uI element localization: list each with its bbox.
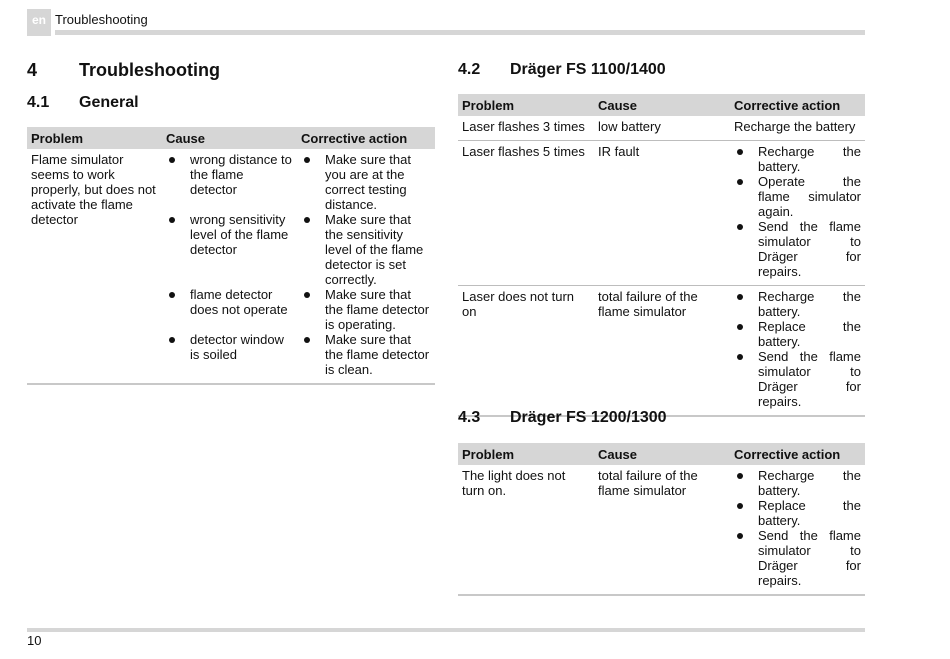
- action-item: Replace the battery.: [734, 498, 861, 528]
- column-header-problem: Problem: [27, 127, 162, 149]
- column-header-action: Corrective action: [730, 94, 865, 116]
- section-number: 4: [27, 60, 38, 80]
- action-item: Make sure that the flame detector is operating.: [301, 287, 431, 332]
- action-item: Recharge the battery.: [734, 468, 861, 498]
- column-header-cause: Cause: [162, 127, 297, 149]
- fs1100-table: [458, 94, 865, 417]
- page-number: 10: [27, 633, 42, 648]
- problem-cell: Flame simulator seems to work properly, but does not activate the flame detector: [31, 152, 156, 227]
- cause-cell: IR fault: [598, 144, 640, 159]
- table-row: [458, 286, 865, 417]
- cause-cell: total failure of the flame simulator: [598, 289, 698, 319]
- table-row: [27, 149, 435, 384]
- action-item: Make sure that the sensitivity level of the flame detector is set correctly.: [301, 212, 431, 287]
- general-title: General: [79, 94, 139, 111]
- column-header-cause: Cause: [594, 94, 730, 116]
- general-number: 4.1: [27, 94, 50, 111]
- problem-cell: Laser flashes 3 times: [462, 119, 585, 134]
- section-title: Troubleshooting: [79, 60, 220, 80]
- fs1200-number: 4.3: [458, 409, 481, 426]
- fs1200-title: Dräger FS 1200/1300: [510, 409, 667, 426]
- cause-item: wrong distance to the flame detector: [166, 152, 293, 212]
- action-cell: [730, 141, 865, 286]
- action-cell: Recharge the battery: [734, 119, 856, 134]
- action-item: Make sure that the flame detector is clean.: [301, 332, 431, 377]
- header-title: Troubleshooting: [55, 12, 148, 27]
- problem-cell: Laser flashes 5 times: [462, 144, 585, 159]
- action-item: Operate the flame simulator again.: [734, 174, 861, 219]
- action-cell: [730, 286, 865, 417]
- fs1100-title: Dräger FS 1100/1400: [510, 61, 666, 78]
- action-cell: [297, 149, 435, 384]
- language-badge: en: [27, 9, 51, 36]
- cause-cell: [162, 149, 297, 384]
- fs1100-number: 4.2: [458, 61, 481, 78]
- column-header-action: Corrective action: [297, 127, 435, 149]
- cause-cell: low battery: [598, 119, 661, 134]
- table-header-row: [27, 127, 435, 149]
- table-header-row: [458, 94, 865, 116]
- column-header-problem: Problem: [458, 443, 594, 465]
- action-cell: [730, 465, 865, 595]
- fs1200-table: [458, 443, 865, 596]
- action-item: Make sure that you are at the correct testing distance.: [301, 152, 431, 212]
- table-row: [458, 465, 865, 595]
- action-item: Recharge the battery.: [734, 144, 861, 174]
- table-header-row: [458, 443, 865, 465]
- cause-item: wrong sensitivity level of the flame detector: [166, 212, 293, 287]
- header-rule: [55, 30, 865, 35]
- cause-item: flame detector does not operate: [166, 287, 293, 332]
- problem-cell: The light does not turn on.: [462, 468, 566, 498]
- general-table: [27, 127, 435, 385]
- action-item: Replace the battery.: [734, 319, 861, 349]
- page-header: [27, 9, 865, 36]
- cause-item: detector window is soiled: [166, 332, 293, 362]
- footer-rule: [27, 628, 865, 632]
- table-row: [458, 116, 865, 141]
- table-row: [458, 141, 865, 286]
- column-header-problem: Problem: [458, 94, 594, 116]
- action-item: Send the flame simulator to Dräger for repairs.: [734, 219, 861, 279]
- column-header-cause: Cause: [594, 443, 730, 465]
- cause-cell: total failure of the flame simulator: [598, 468, 698, 498]
- action-item: Send the flame simulator to Dräger for repairs.: [734, 349, 861, 409]
- problem-cell: Laser does not turn on: [462, 289, 575, 319]
- action-item: Send the flame simulator to Dräger for repairs.: [734, 528, 861, 588]
- action-item: Recharge the battery.: [734, 289, 861, 319]
- column-header-action: Corrective action: [730, 443, 865, 465]
